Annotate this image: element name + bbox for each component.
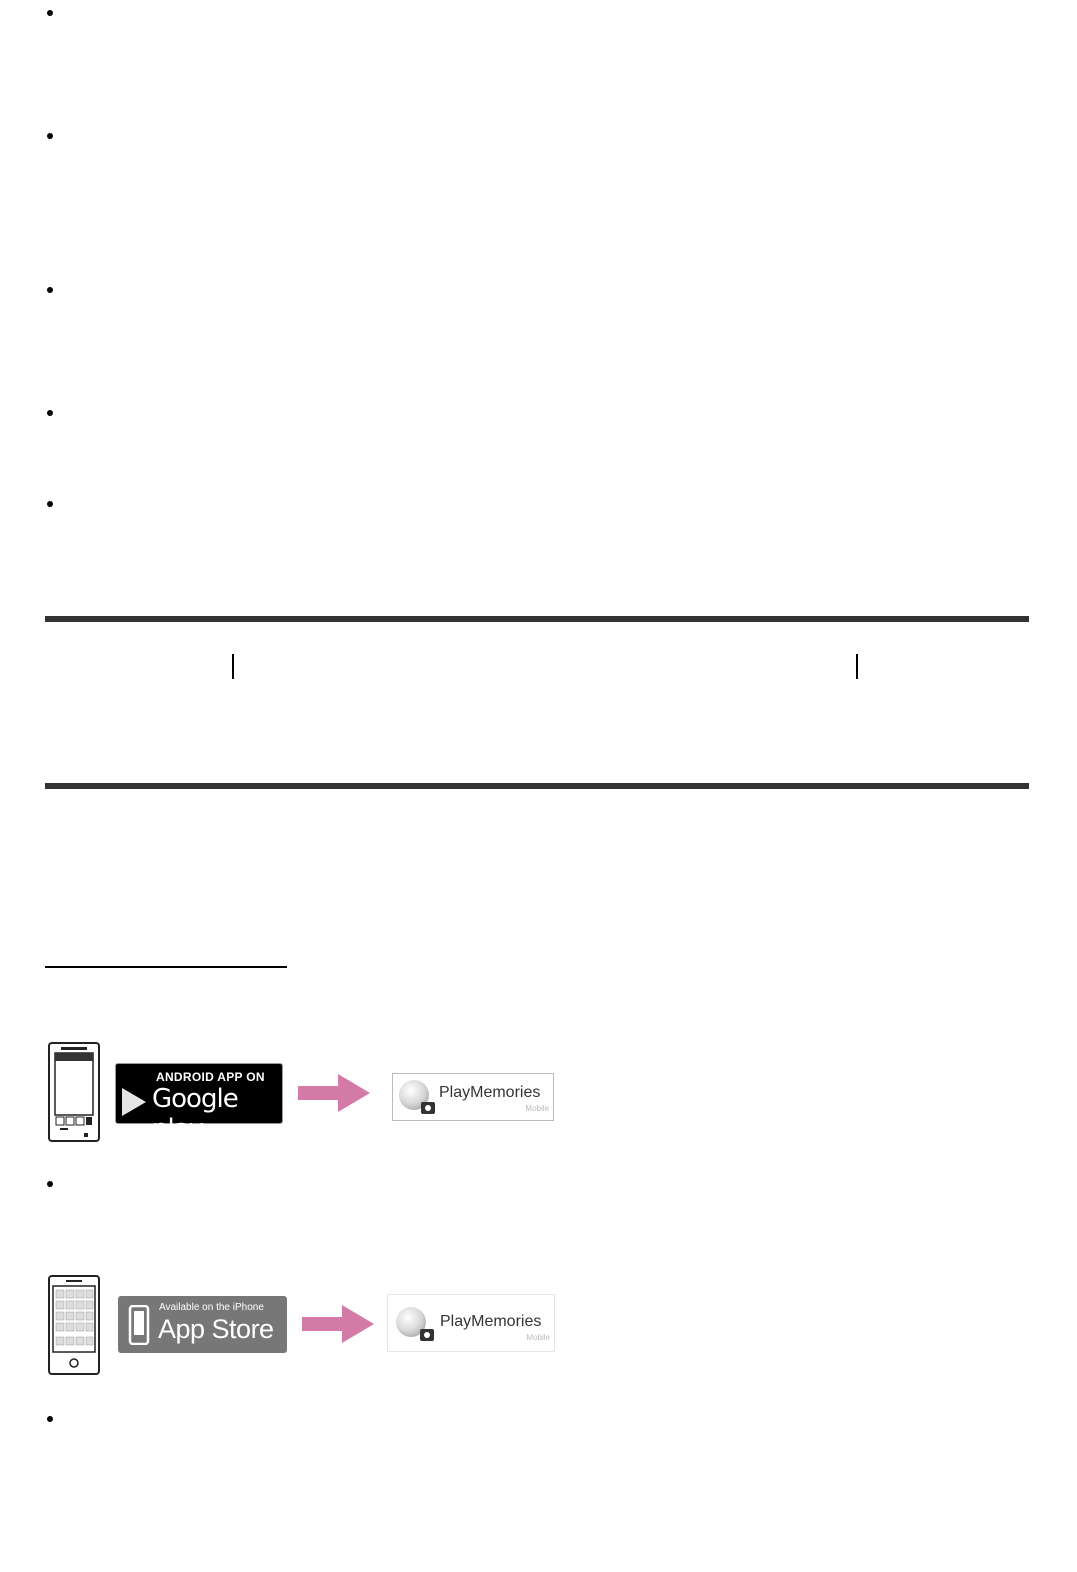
smartphone-icon bbox=[50, 1044, 98, 1140]
arrow-right-icon bbox=[298, 1074, 370, 1114]
list-bullet bbox=[47, 410, 53, 416]
google-badge-top-text: ANDROID APP ON bbox=[156, 1070, 265, 1084]
camera-icon bbox=[421, 1102, 435, 1114]
list-bullet bbox=[47, 133, 53, 139]
playmemories-subtitle: Mobile bbox=[526, 1333, 550, 1342]
playmemories-title: PlayMemories bbox=[440, 1313, 542, 1330]
smartphone-icon bbox=[50, 1277, 98, 1373]
arrow-right-icon bbox=[302, 1305, 374, 1345]
list-bullet bbox=[47, 1181, 53, 1187]
top-divider bbox=[45, 616, 1029, 622]
google-play-badge[interactable] bbox=[115, 1063, 283, 1144]
list-bullet bbox=[47, 501, 53, 507]
app-store-main-text: App Store bbox=[158, 1314, 274, 1344]
section-link-underline[interactable] bbox=[45, 966, 287, 968]
nav-separator bbox=[856, 654, 858, 679]
nav-separator bbox=[232, 654, 234, 679]
list-bullet bbox=[47, 287, 53, 293]
app-store-badge[interactable] bbox=[118, 1296, 287, 1353]
playmemories-logo bbox=[392, 1073, 554, 1121]
iphone-icon bbox=[48, 1275, 100, 1375]
list-bullet bbox=[47, 10, 53, 16]
app-store-top-text: Available on the iPhone bbox=[159, 1302, 264, 1313]
play-triangle-icon bbox=[120, 1086, 148, 1118]
playmemories-logo bbox=[387, 1294, 555, 1352]
list-bullet bbox=[47, 1416, 53, 1422]
iphone-glyph-icon bbox=[128, 1305, 150, 1345]
google-badge-main-text: Google play bbox=[152, 1084, 238, 1144]
playmemories-subtitle: Mobile bbox=[525, 1104, 549, 1113]
camera-icon bbox=[420, 1329, 434, 1341]
bottom-divider bbox=[45, 783, 1029, 789]
android-phone-icon bbox=[48, 1042, 100, 1142]
playmemories-title: PlayMemories bbox=[439, 1084, 541, 1101]
